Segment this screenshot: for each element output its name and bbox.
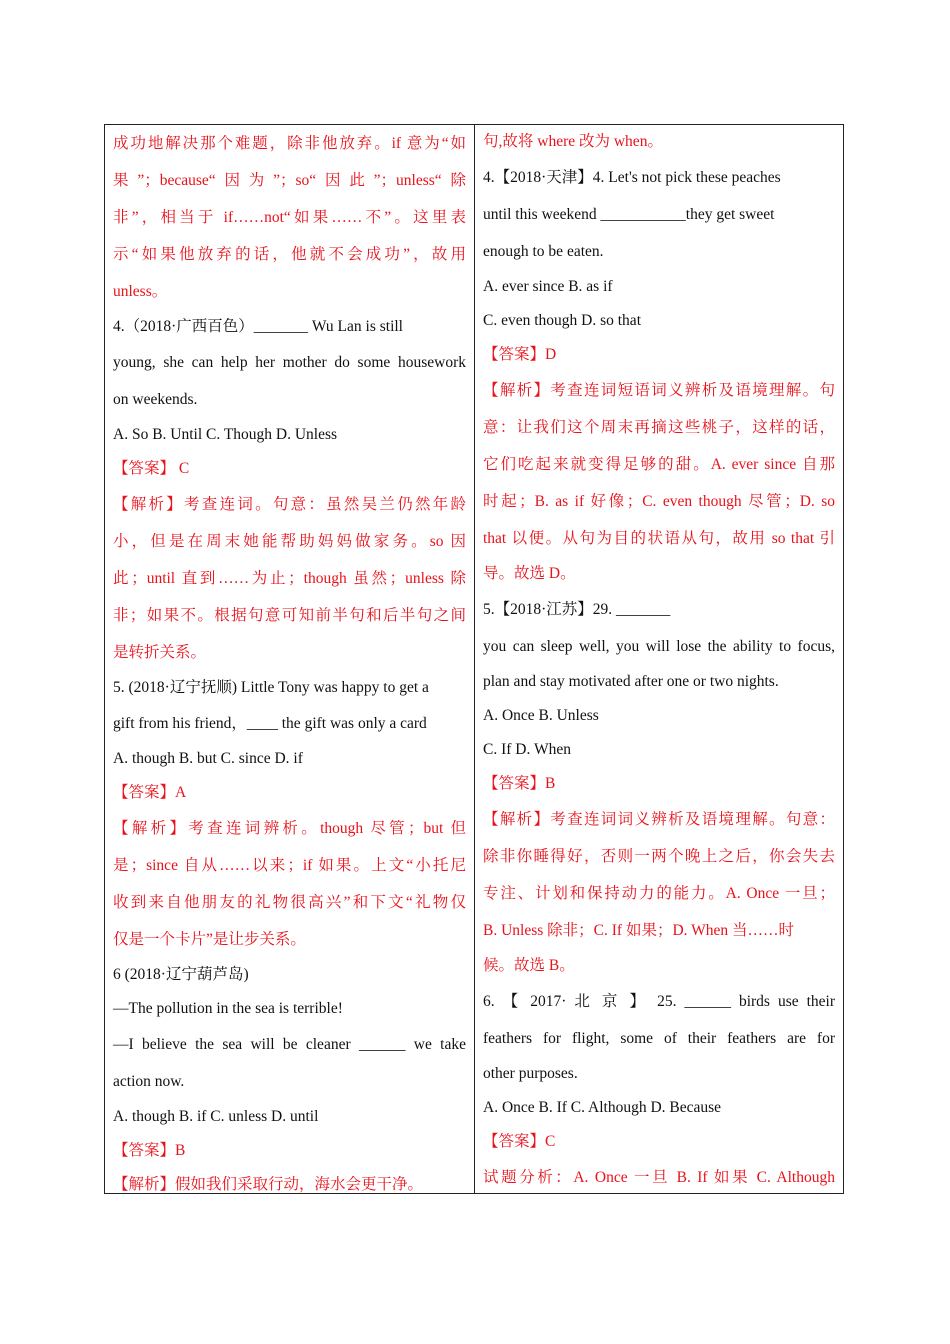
right-text-line: 6. 【 2017· 北 京 】 25. ______ birds use their	[483, 993, 835, 1010]
right-text-line: until this weekend ___________they get sweet	[483, 206, 775, 223]
right-text-line: 5.【2018·江苏】29. _______	[483, 601, 671, 618]
left-text-line: 小，但是在周末她能帮助妈妈做家务。so 因	[113, 533, 466, 550]
right-text-line: 候。故选 B。	[483, 957, 575, 974]
right-text-line: 时起；B. as if 好像；C. even though 尽管；D. so	[483, 493, 835, 510]
right-column	[475, 125, 843, 1193]
left-text-line: 【答案】 C	[113, 460, 190, 477]
two-column-table	[104, 124, 844, 1194]
left-text-line: —I believe the sea will be cleaner ______ we take	[113, 1036, 466, 1053]
left-text-line: 【解析】考查连词辨析。though 尽管；but 但	[113, 820, 466, 837]
right-text-line: 【答案】C	[483, 1133, 556, 1150]
right-text-line: 【答案】B	[483, 775, 556, 792]
left-text-line: 【解析】假如我们采取行动，海水会更干净。	[113, 1176, 424, 1193]
left-text-line: 6 (2018·辽宁葫芦岛)	[113, 966, 249, 983]
left-text-line: 【答案】A	[113, 784, 187, 801]
left-text-line: A. So B. Until C. Though D. Unless	[113, 426, 338, 443]
right-text-line: 4.【2018·天津】4. Let's not pick these peaches	[483, 169, 781, 186]
left-text-line: 成功地解决那个难题，除非他放弃。if 意为“如	[113, 135, 466, 152]
right-text-line: that 以便。从句为目的状语从句，故用 so that 引	[483, 530, 835, 547]
left-text-line: 【答案】B	[113, 1142, 186, 1159]
left-text-line: 非；如果不。根据句意可知前半句和后半句之间	[113, 607, 466, 624]
right-text-line: enough to be eaten.	[483, 243, 604, 260]
right-text-line: you can sleep well, you will lose the ability to focus,	[483, 638, 835, 655]
left-text-line: 4.（2018·广西百色）_______ Wu Lan is still	[113, 318, 403, 335]
left-text-line: gift from his friend，____ the gift was only a card	[113, 715, 427, 732]
left-text-line: 5. (2018·辽宁抚顺) Little Tony was happy to get a	[113, 679, 429, 696]
right-text-line: 【答案】D	[483, 346, 557, 363]
left-text-line: A. though B. if C. unless D. until	[113, 1108, 319, 1125]
left-column	[105, 125, 475, 1193]
left-text-line: unless。	[113, 283, 168, 300]
right-text-line: A. Once B. Unless	[483, 707, 599, 724]
right-text-line: 它们吃起来就变得足够的甜。A. ever since 自那	[483, 456, 835, 473]
left-text-line: A. though B. but C. since D. if	[113, 750, 303, 767]
left-text-line: 非”，相当于 if……not“如果……不”。这里表	[113, 209, 466, 226]
right-text-line: B. Unless 除非；C. If 如果；D. When 当……时	[483, 922, 794, 939]
left-text-line: 收到来自他朋友的礼物很高兴”和下文“礼物仅	[113, 894, 466, 911]
right-text-line: 除非你睡得好，否则一两个晚上之后，你会失去	[483, 848, 835, 865]
left-text-line: 示“如果他放弃的话，他就不会成功”，故用	[113, 246, 466, 263]
left-text-line: on weekends.	[113, 391, 198, 408]
right-text-line: C. If D. When	[483, 741, 571, 758]
right-text-line: 专注、计划和保持动力的能力。A. Once 一旦；	[483, 885, 835, 902]
left-text-line: 是转折关系。	[113, 644, 207, 661]
left-text-line: 此；until 直到……为止；though 虽然；unless 除	[113, 570, 466, 587]
right-text-line: A. Once B. If C. Although D. Because	[483, 1099, 722, 1116]
right-text-line: A. ever since B. as if	[483, 278, 613, 295]
right-text-line: 意：让我们这个周末再摘这些桃子，这样的话，	[483, 419, 835, 436]
right-text-line: 试题分析：A. Once 一旦 B. If 如果 C. Although	[483, 1169, 835, 1186]
right-text-line: 句,故将 where 改为 when。	[483, 133, 663, 150]
left-text-line: 仅是一个卡片”是让步关系。	[113, 931, 306, 948]
left-text-line: 是；since 自从……以来；if 如果。上文“小托尼	[113, 857, 466, 874]
left-text-line: 【解析】考查连词。句意：虽然吴兰仍然年龄	[113, 496, 466, 513]
right-text-line: plan and stay motivated after one or two nights.	[483, 673, 779, 690]
right-text-line: 【解析】考查连词短语词义辨析及语境理解。句	[483, 382, 835, 399]
right-text-line: 导。故选 D。	[483, 565, 576, 582]
left-text-line: 果”；because“因为”；so“因此”；unless“除	[113, 172, 466, 189]
left-text-line: young, she can help her mother do some housework	[113, 354, 466, 371]
left-text-line: —The pollution in the sea is terrible!	[113, 1000, 343, 1017]
right-text-line: 【解析】考查连词词义辨析及语境理解。句意：	[483, 811, 835, 828]
right-text-line: C. even though D. so that	[483, 312, 641, 329]
right-text-line: other purposes.	[483, 1065, 578, 1082]
right-text-line: feathers for flight, some of their feathers are for	[483, 1030, 835, 1047]
left-text-line: action now.	[113, 1073, 185, 1090]
